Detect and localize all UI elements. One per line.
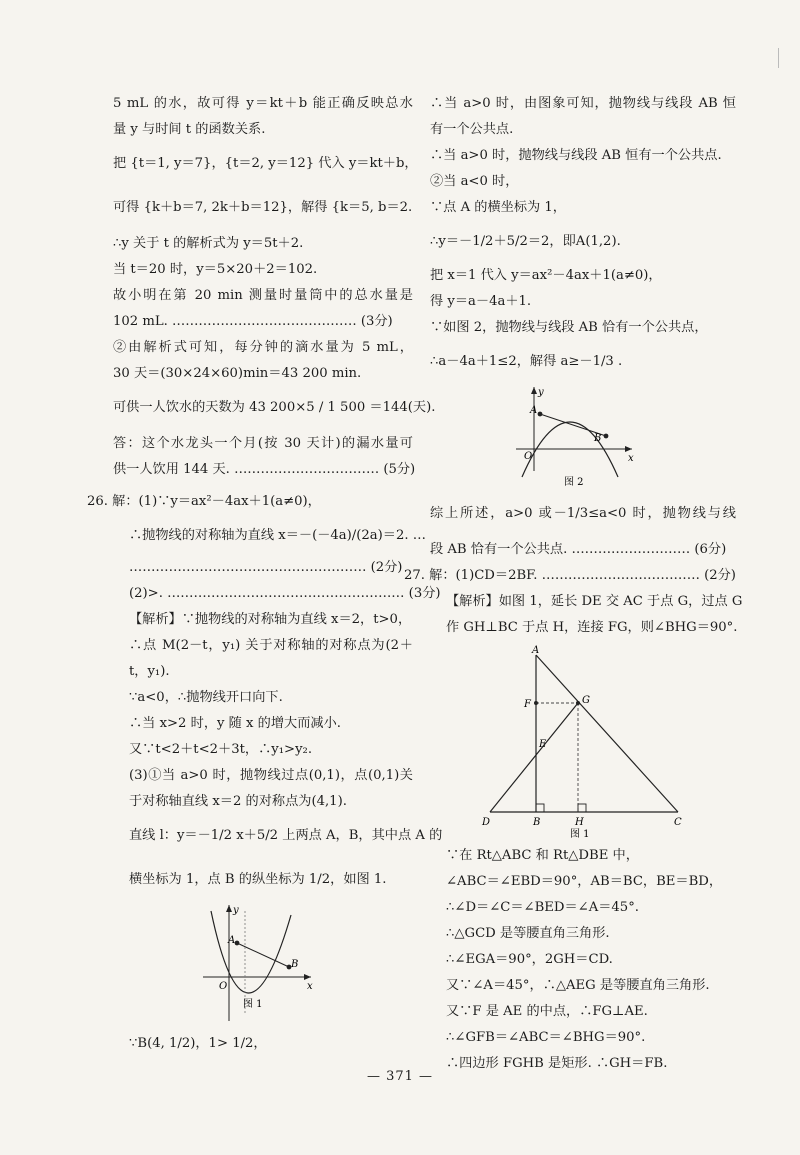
figure-2-parabola — [512, 381, 644, 491]
text-line: ∴△GCD 是等腰直角三角形. — [446, 926, 610, 941]
text-line: ∴当 a>0 时，由图象可知，抛物线与线段 AB 恒 — [430, 96, 736, 111]
text-line: ∵如图 2，抛物线与线段 AB 恰有一个公共点， — [430, 320, 708, 335]
text-line: ∠ABC＝∠EBD＝90°，AB＝BC，BE＝BD， — [446, 874, 723, 889]
text-line: 供一人饮用 144 天. …………………………… (5分) — [113, 462, 416, 477]
text-line: ∴当 x>2 时，y 随 x 的增大而减小. — [129, 716, 341, 731]
tri-label-b: B — [533, 817, 541, 828]
text-line: 作 GH⊥BC 于点 H，连接 FG，则∠BHG＝90°. — [446, 620, 738, 635]
text-line: 横坐标为 1，点 B 的纵坐标为 1/2，如图 1. — [129, 872, 387, 887]
text-line: ②当 a<0 时， — [430, 174, 519, 189]
text-line: 综上所述，a>0 或－1/3≤a<0 时，抛物线与线 — [430, 506, 736, 521]
text-line: 量 y 与时间 t 的函数关系. — [113, 122, 266, 137]
text-line: 可供一人饮水的天数为 43 200×5 / 1 500 ＝144(天). — [113, 400, 436, 415]
text-line: ∴a－4a＋1≤2，解得 a≥－1/3 . — [430, 354, 623, 369]
text-line: ∵点 A 的横坐标为 1， — [430, 200, 566, 215]
text-line: 故小明在第 20 min 测量时量筒中的总水量是 — [113, 288, 413, 303]
text-line: ∴当 a>0 时，抛物线与线段 AB 恒有一个公共点. — [430, 148, 722, 163]
text-line: ∴抛物线的对称轴为直线 x＝－(－4a)/(2a)＝2. … — [129, 528, 426, 543]
fig2-caption: 图 2 — [564, 477, 584, 488]
text-line: 段 AB 恰有一个公共点. ……………………… (6分) — [430, 542, 727, 557]
text-line: 又∵∠A＝45°，∴△AEG 是等腰直角三角形. — [446, 978, 710, 993]
fig1-label-x: x — [307, 981, 313, 992]
text-line: 30 天＝(30×24×60)min＝43 200 min. — [113, 366, 362, 381]
text-line: 5 mL 的水，故可得 y＝kt＋b 能正确反映总水 — [113, 96, 413, 111]
fig1-label-o: O — [219, 981, 228, 992]
question-27-heading: 27. 解：(1)CD＝2BF. ……………………………… (2分) — [404, 568, 736, 583]
text-line: ……………………………………………… (2分) — [129, 560, 403, 575]
text-line: ∵a<0，∴抛物线开口向下. — [129, 690, 283, 705]
tri-label-e: E — [539, 739, 547, 750]
text-line: 有一个公共点. — [430, 122, 514, 137]
question-26-heading: 26. 解：(1)∵y＝ax²－4ax＋1(a≠0)， — [87, 494, 321, 509]
text-line: ∴∠D＝∠C＝∠BED＝∠A＝45°. — [446, 900, 639, 915]
text-line: (2)>. ……………………………………………… (3分) — [129, 586, 441, 601]
tri-label-d: D — [482, 817, 491, 828]
text-line: ∴点 M(2－t，y₁) 关于对称轴的对称点为(2＋ — [129, 638, 413, 653]
text-line: (3)①当 a>0 时，抛物线过点(0,1)，点(0,1)关 — [129, 768, 413, 783]
text-line: 又∵F 是 AE 的中点，∴FG⊥AE. — [446, 1004, 648, 1019]
tri-label-a: A — [532, 645, 540, 656]
page-number: — 371 — — [366, 1069, 434, 1084]
text-line: ∵B(4, 1/2)，1> 1/2， — [129, 1036, 267, 1051]
scan-edge-mark — [778, 48, 779, 68]
text-line: ∴∠GFB＝∠ABC＝∠BHG＝90°. — [446, 1030, 646, 1045]
text-line: 【解析】如图 1，延长 DE 交 AC 于点 G，过点 G — [446, 594, 743, 609]
fig1-label-b: B — [291, 959, 299, 970]
tri-label-g: G — [582, 695, 590, 706]
fig2-label-b: B — [594, 433, 602, 444]
text-line: ∴四边形 FGHB 是矩形. ∴GH＝FB. — [446, 1056, 668, 1071]
tri-label-c: C — [674, 817, 682, 828]
fig2-label-o: O — [524, 451, 533, 462]
text-line: t，y₁). — [129, 664, 170, 679]
text-line: 答：这个水龙头一个月(按 30 天计)的漏水量可 — [113, 436, 413, 451]
figure-1-triangle — [478, 645, 694, 840]
text-line: ②由解析式可知，每分钟的滴水量为 5 mL， — [113, 340, 413, 355]
tri-label-f: F — [524, 699, 531, 710]
text-line: 于对称轴直线 x＝2 的对称点为(4,1). — [129, 794, 347, 809]
text-line: 把 x＝1 代入 y＝ax²－4ax＋1(a≠0)， — [430, 268, 662, 283]
text-line: ∴y＝－1/2＋5/2＝2，即A(1,2). — [430, 234, 621, 249]
text-line: 把 {t＝1, y＝7}，{t＝2, y＝12} 代入 y＝kt＋b， — [113, 156, 418, 171]
text-line: 又∵t<2＋t<2＋3t，∴y₁>y₂. — [129, 742, 313, 757]
text-line: 当 t＝20 时，y＝5×20＋2＝102. — [113, 262, 318, 277]
fig2-label-x: x — [628, 453, 634, 464]
fig2-label-y: y — [538, 387, 544, 398]
tri-caption: 图 1 — [570, 829, 590, 840]
text-line: 102 mL. …………………………………… (3分) — [113, 314, 393, 329]
text-line: ∴y 关于 t 的解析式为 y＝5t＋2. — [113, 236, 304, 251]
tri-label-h: H — [575, 817, 584, 828]
text-line: ∴∠EGA＝90°，2GH＝CD. — [446, 952, 613, 967]
fig1-label-y: y — [233, 905, 239, 916]
text-line: 得 y＝a－4a＋1. — [430, 294, 532, 309]
text-line: ∵在 Rt△ABC 和 Rt△DBE 中， — [446, 848, 639, 863]
text-line: 可得 {k＋b＝7, 2k＋b＝12}，解得 {k＝5, b＝2. — [113, 200, 413, 215]
figure-1-parabola — [203, 903, 323, 1023]
fig2-label-a: A — [530, 405, 538, 416]
text-line: 直线 l：y＝－1/2 x＋5/2 上两点 A，B，其中点 A 的 — [129, 828, 443, 843]
fig1-label-a: A — [228, 935, 236, 946]
text-line: 【解析】∵抛物线的对称轴为直线 x＝2，t>0， — [129, 612, 412, 627]
fig1-caption: 图 1 — [243, 999, 263, 1010]
